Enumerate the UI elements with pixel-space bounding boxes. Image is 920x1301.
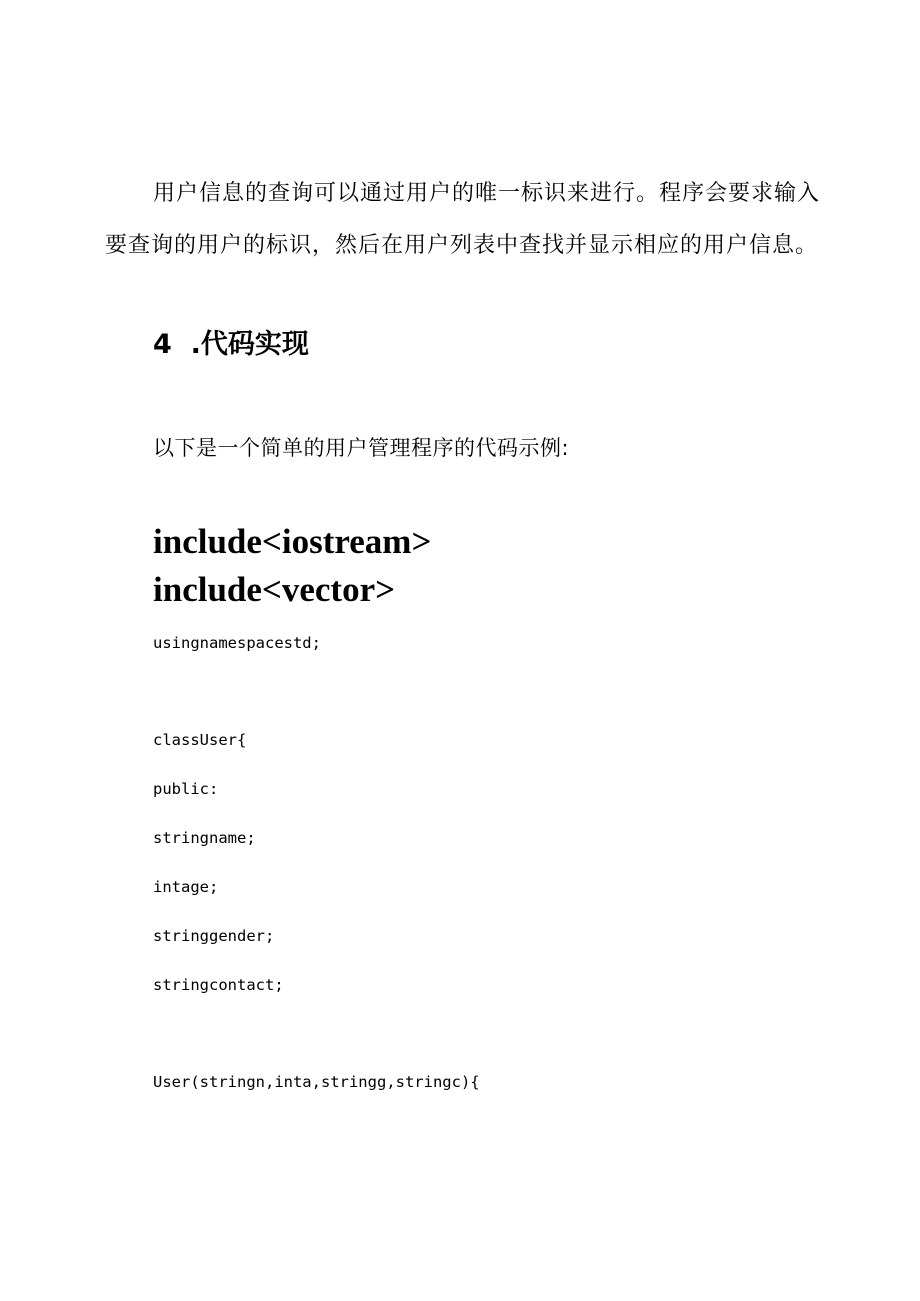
code-line: public: xyxy=(153,780,219,798)
code-line: stringgender; xyxy=(153,927,275,945)
code-line: stringcontact; xyxy=(153,976,284,994)
code-line: classUser{ xyxy=(153,731,247,749)
include-line: include<iostream> xyxy=(153,522,432,561)
section-heading xyxy=(153,322,309,361)
code-line: stringname; xyxy=(153,829,256,847)
intro-text: 以下是一个简单的用户管理程序的代码示例: xyxy=(153,436,570,460)
include-line: include<vector> xyxy=(153,570,396,609)
code-line: User(stringn,inta,stringg,stringc){ xyxy=(153,1073,480,1091)
section-number: 4 xyxy=(153,329,172,360)
body-paragraph: 用户信息的查询可以通过用户的唯一标识来进行。程序会要求输入要查询的用户的标识，然后在用户列表中查找并显示相应的用户信息。 xyxy=(105,181,821,258)
code-line: intage; xyxy=(153,878,219,896)
section-title: .代码实现 xyxy=(190,329,309,360)
code-line: usingnamespacestd; xyxy=(153,634,321,652)
